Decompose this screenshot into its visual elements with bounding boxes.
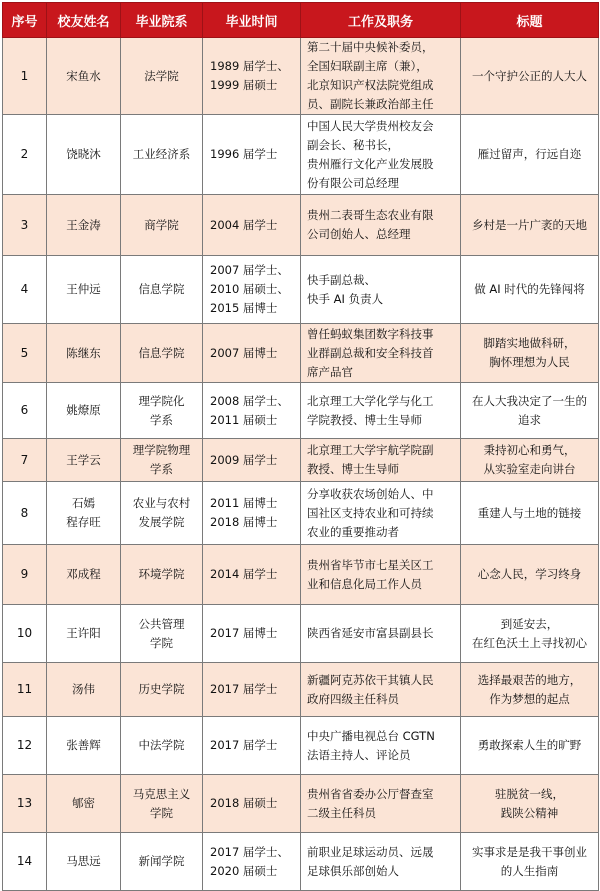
cell-alumni-name-line: 马思远 [66,854,101,868]
cell-department-line: 法学院 [144,68,179,83]
cell-alumni-name-line: 姚燎原 [66,403,101,417]
cell-position [301,195,461,256]
cell-title [461,775,599,833]
cell-department [121,38,203,115]
cell-graduation-time [203,256,301,324]
cell-department [121,115,203,195]
cell-position [301,383,461,439]
cell-position-line: 业群副总裁和安全科技首 [307,345,434,360]
cell-position-line: 副会长、秘书长， [307,137,399,152]
cell-index: 14 [3,833,47,891]
cell-title [461,605,599,663]
cell-index: 10 [3,605,47,663]
header-department: 毕业院系 [121,3,203,38]
cell-graduation-time [203,38,301,115]
cell-alumni-name [47,833,121,891]
table-row [3,195,599,256]
cell-department-line: 中法学院 [138,738,185,752]
cell-index: 11 [3,663,47,717]
cell-department-line: 学院 [150,805,173,820]
cell-department-line: 发展学院 [138,515,185,529]
cell-title-line: 作为梦想的起点 [489,691,570,706]
alumni-table [2,2,599,891]
cell-graduation-time [203,195,301,256]
cell-graduation-time-line: 2009 届学士 [210,452,278,467]
cell-department [121,605,203,663]
cell-department [121,324,203,383]
cell-title-line: 到延安去， [500,616,559,631]
cell-graduation-time-line: 2018 届博士 [210,515,278,529]
cell-graduation-time-line: 2017 届学士、 [210,844,289,859]
cell-position [301,833,461,891]
cell-alumni-name-line: 王金涛 [66,217,101,232]
cell-title-line: 重建人与土地的链接 [477,505,582,520]
cell-department-line: 环境学院 [138,567,185,581]
cell-graduation-time-line: 2008 届学士、 [210,393,289,408]
cell-graduation-time-line: 2011 届博士 [210,496,278,510]
cell-alumni-name [47,717,121,775]
cell-index: 9 [3,545,47,605]
cell-alumni-name [47,115,121,195]
cell-position-line: 北京理工大学化学与化工 [307,393,434,408]
cell-title-line: 实事求是是我干事创业 [472,844,587,859]
cell-position-line: 分享收获农场创始人、中 [307,486,434,501]
cell-index: 3 [3,195,47,256]
cell-title-line: 胸怀理想为人民 [489,355,570,369]
cell-graduation-time-line: 2015 届博士 [210,301,278,315]
cell-position-line: 二级主任科员 [307,805,376,820]
cell-department-line: 信息学院 [138,345,185,360]
cell-position [301,605,461,663]
cell-department-line: 历史学院 [138,682,185,696]
cell-title [461,195,599,256]
cell-position-line: 足球俱乐部创始人 [307,863,399,878]
table-row [3,115,599,195]
cell-title-line: 雁过留声，行远自迩 [477,147,582,161]
cell-graduation-time [203,545,301,605]
table-row [3,383,599,439]
table-row [3,256,599,324]
cell-alumni-name [47,256,121,324]
cell-department [121,383,203,439]
cell-title-line: 一个守护公正的人大人 [472,68,587,83]
cell-position-line: 快手 AI 负责人 [307,291,384,306]
cell-title [461,482,599,545]
cell-graduation-time [203,717,301,775]
cell-title [461,833,599,891]
cell-graduation-time-line: 2007 届学士、 [210,263,289,277]
cell-graduation-time-line: 2007 届博士 [210,345,278,360]
cell-position-line: 全国妇联副主席（兼）， [307,59,428,73]
cell-alumni-name [47,383,121,439]
cell-graduation-time [203,115,301,195]
cell-graduation-time [203,482,301,545]
cell-index: 12 [3,717,47,775]
cell-title-line: 秉持初心和勇气， [483,443,576,457]
cell-alumni-name-line: 郇密 [72,796,95,810]
cell-alumni-name [47,439,121,482]
header-index: 序号 [3,3,47,38]
cell-title-line: 做 AI 时代的先锋闯将 [474,282,585,296]
cell-position [301,545,461,605]
cell-alumni-name-line: 张善辉 [66,738,101,752]
cell-alumni-name-line: 王许阳 [66,626,101,640]
cell-department [121,775,203,833]
cell-index: 4 [3,256,47,324]
cell-title-line: 心念人民，学习终身 [477,567,582,581]
cell-graduation-time-line: 2011 届硕士 [210,412,278,427]
cell-graduation-time-line: 2010 届硕士、 [210,282,289,296]
cell-position-line: 贵州省毕节市七星关区工 [307,557,434,572]
cell-position [301,38,461,115]
cell-position-line: 国社区支持农业和可持续 [307,505,434,520]
cell-graduation-time [203,663,301,717]
cell-graduation-time-line: 1996 届学士 [210,147,278,161]
cell-alumni-name-line: 王仲远 [66,282,101,296]
cell-graduation-time [203,605,301,663]
cell-index: 1 [3,38,47,115]
cell-department-line: 商学院 [144,217,179,232]
cell-department-line: 新闻学院 [138,854,185,868]
cell-position-line: 北京知识产权法院党组成 [307,78,434,92]
cell-graduation-time-line: 2017 届学士 [210,682,278,696]
cell-department-line: 学院 [150,635,173,650]
table-row [3,482,599,545]
table-row [3,663,599,717]
cell-position [301,663,461,717]
cell-alumni-name [47,775,121,833]
cell-index: 7 [3,439,47,482]
cell-alumni-name-line: 饶晓沐 [66,147,101,161]
cell-graduation-time-line: 1989 届学士、 [210,59,289,73]
cell-title-line: 在红色沃土上寻找初心 [472,635,587,650]
cell-position-line: 贵州雁行文化产业发展股 [307,156,434,171]
cell-position-line: 席产品官 [307,364,353,379]
cell-position-line: 中央广播电视总台 CGTN [307,728,435,743]
cell-graduation-time [203,383,301,439]
cell-graduation-time [203,775,301,833]
cell-alumni-name-line: 程存旺 [66,515,101,529]
cell-position-line: 第二十届中央候补委员， [307,40,434,54]
header-name: 校友姓名 [47,3,121,38]
cell-department-line: 农业与农村 [132,496,191,510]
cell-position-line: 贵州省省委办公厅督查室 [307,786,434,801]
cell-index: 6 [3,383,47,439]
cell-graduation-time-line: 1999 届硕士 [210,78,278,92]
cell-position-line: 员、副院长兼政治部主任 [307,97,434,111]
cell-title-line: 在人大我决定了一生的 [472,393,587,408]
cell-department-line: 工业经济系 [132,147,191,161]
cell-title [461,439,599,482]
cell-title [461,256,599,324]
cell-position-line: 曾任蚂蚁集团数字科技事 [307,326,434,341]
cell-title [461,324,599,383]
table-row [3,717,599,775]
cell-title-line: 乡村是一片广袤的天地 [472,217,587,232]
cell-position-line: 前职业足球运动员、远晟 [307,844,434,859]
cell-position [301,717,461,775]
cell-department [121,717,203,775]
cell-department [121,482,203,545]
cell-alumni-name-line: 王学云 [66,452,101,467]
table-body [3,38,599,891]
cell-department-line: 公共管理 [138,616,185,631]
cell-alumni-name-line: 石嫣 [72,496,95,510]
cell-position [301,115,461,195]
cell-department-line: 学系 [150,412,173,427]
cell-position-line: 中国人民大学贵州校友会 [307,118,434,133]
cell-index: 5 [3,324,47,383]
cell-title-line: 勇敢探索人生的旷野 [477,738,582,752]
cell-alumni-name [47,545,121,605]
cell-department [121,256,203,324]
cell-department-line: 学系 [150,462,173,476]
cell-alumni-name [47,38,121,115]
table-row [3,439,599,482]
cell-position-line: 北京理工大学宇航学院副 [307,443,434,457]
cell-position-line: 教授、博士生导师 [307,462,399,476]
table-row [3,38,599,115]
cell-title [461,717,599,775]
cell-position-line: 业和信息化局工作人员 [307,576,422,591]
cell-alumni-name-line: 邓成程 [66,567,101,581]
cell-department [121,439,203,482]
cell-department-line: 理学院化 [138,393,185,408]
cell-position-line: 陕西省延安市富县副县长 [307,626,434,640]
cell-position [301,256,461,324]
cell-department-line: 理学院物理 [132,443,191,457]
cell-alumni-name-line: 宋鱼水 [66,68,101,83]
cell-alumni-name [47,663,121,717]
table-row [3,775,599,833]
cell-title [461,545,599,605]
cell-position [301,775,461,833]
header-position: 工作及职务 [301,3,461,38]
cell-graduation-time-line: 2017 届博士 [210,626,278,640]
cell-title-line: 的人生指南 [500,863,559,878]
cell-department [121,545,203,605]
cell-graduation-time [203,833,301,891]
table-row [3,324,599,383]
cell-position-line: 快手副总裁、 [307,272,376,287]
cell-department [121,833,203,891]
cell-position-line: 法语主持人、评论员 [307,747,411,762]
cell-department-line: 信息学院 [138,282,185,296]
cell-department-line: 马克思主义 [132,786,191,801]
cell-alumni-name [47,324,121,383]
cell-title-line: 驻脱贫一线， [495,786,564,801]
cell-graduation-time [203,324,301,383]
cell-graduation-time-line: 2017 届学士 [210,738,278,752]
cell-title [461,115,599,195]
cell-title-line: 追求 [518,412,541,427]
cell-title [461,663,599,717]
header-row [3,3,599,38]
cell-position-line: 新疆阿克苏依干其镇人民 [307,672,434,687]
cell-department [121,663,203,717]
table-row [3,605,599,663]
cell-position-line: 份有限公司总经理 [307,175,399,190]
alumni-table-sheet [2,2,598,891]
cell-title-line: 践陕公精神 [500,805,559,820]
cell-graduation-time [203,439,301,482]
cell-title-line: 从实验室走向讲台 [483,462,576,476]
cell-position [301,324,461,383]
cell-position-line: 学院教授、博士生导师 [307,412,422,427]
cell-title [461,383,599,439]
cell-graduation-time-line: 2014 届学士 [210,567,278,581]
cell-position [301,482,461,545]
cell-index: 13 [3,775,47,833]
cell-graduation-time-line: 2020 届硕士 [210,863,278,878]
cell-title-line: 选择最艰苦的地方， [477,672,582,687]
cell-position-line: 农业的重要推动者 [307,524,399,539]
cell-position-line: 贵州二表哥生态农业有限 [307,208,434,222]
cell-alumni-name [47,605,121,663]
cell-alumni-name-line: 汤伟 [72,682,95,696]
header-title: 标题 [461,3,599,38]
cell-title [461,38,599,115]
cell-alumni-name [47,195,121,256]
cell-graduation-time-line: 2004 届学士 [210,217,278,232]
cell-index: 2 [3,115,47,195]
cell-position-line: 公司创始人、总经理 [307,227,411,241]
cell-graduation-time-line: 2018 届硕士 [210,796,278,810]
cell-index: 8 [3,482,47,545]
cell-alumni-name [47,482,121,545]
cell-department [121,195,203,256]
cell-position-line: 政府四级主任科员 [307,691,399,706]
table-row [3,833,599,891]
cell-title-line: 脚踏实地做科研， [483,336,576,350]
header-graduation-time: 毕业时间 [203,3,301,38]
cell-alumni-name-line: 陈继东 [66,345,101,360]
table-row [3,545,599,605]
cell-position [301,439,461,482]
